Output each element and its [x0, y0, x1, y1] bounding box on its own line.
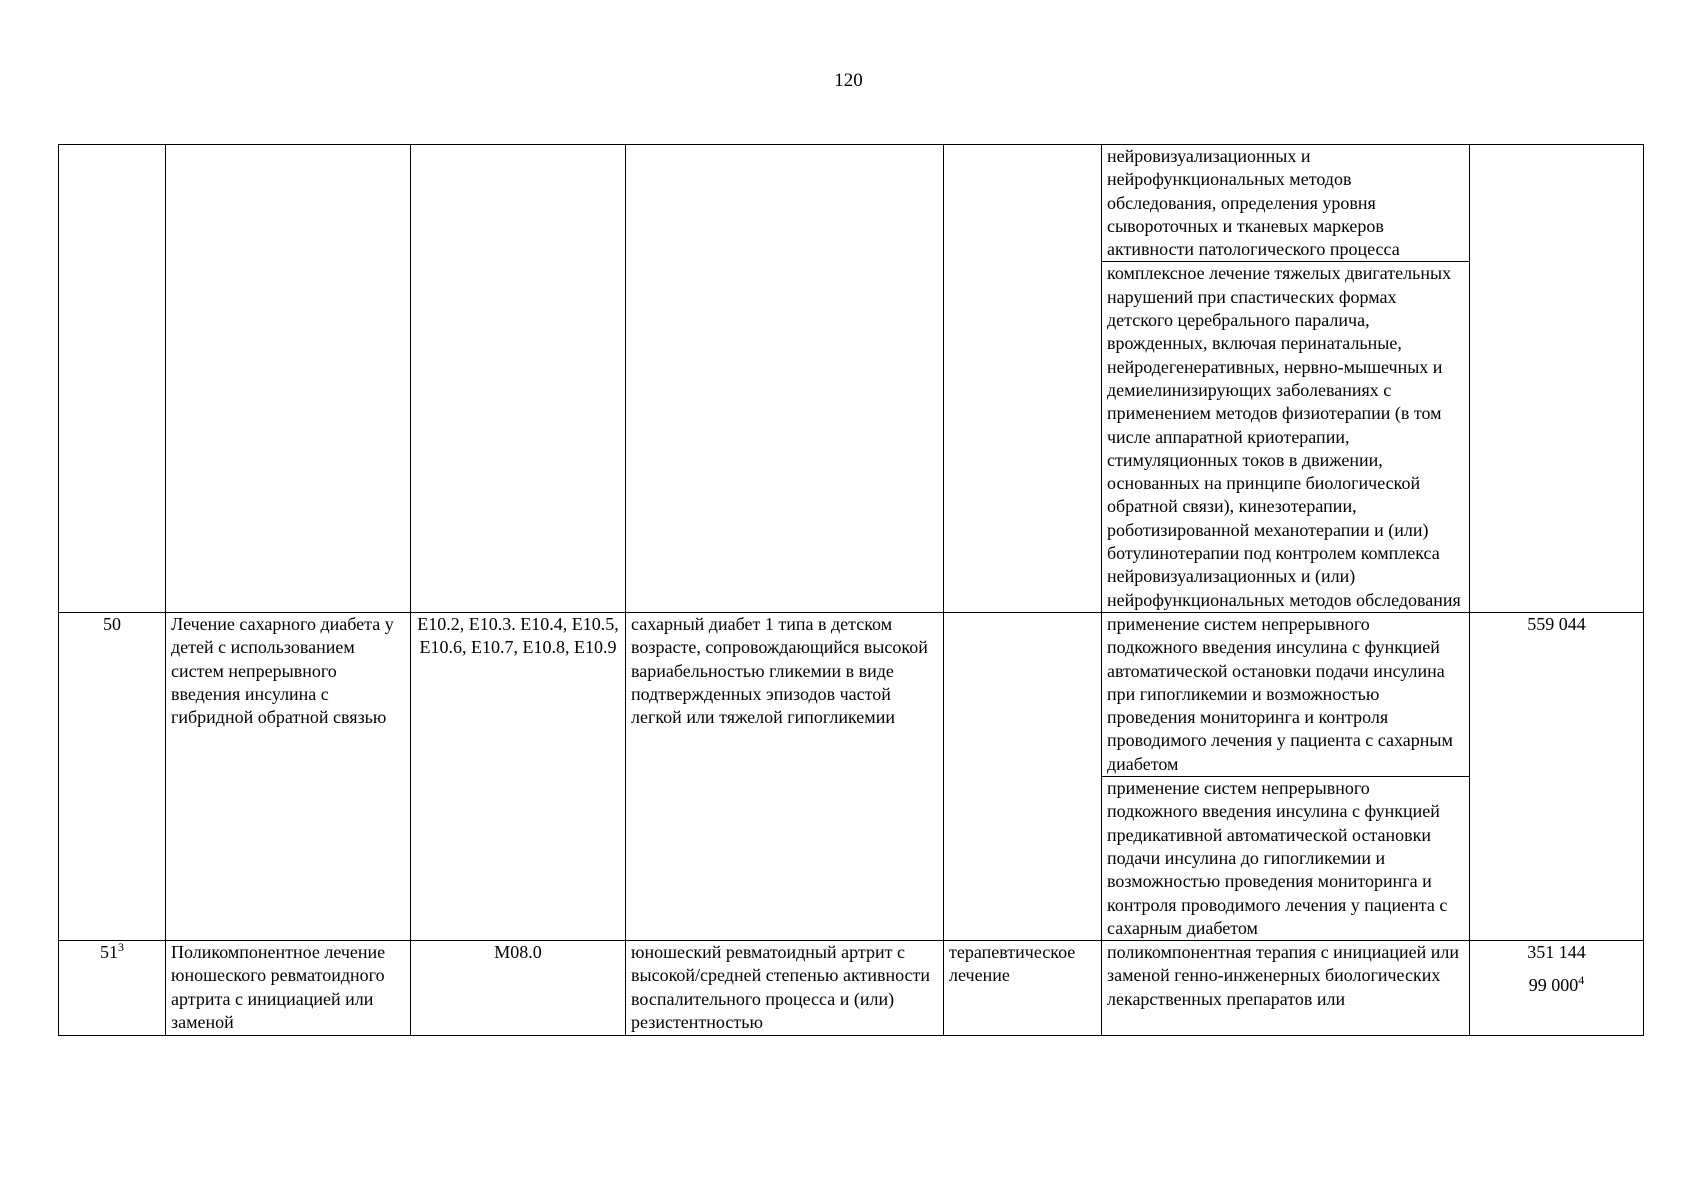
patient-model-cell	[626, 145, 944, 613]
icd-codes-cell: E10.2, E10.3. E10.4, E10.5, E10.6, E10.7, E10.8, E10.9	[411, 612, 626, 940]
table-row	[59, 612, 1644, 776]
cost-cell	[1470, 941, 1644, 1036]
treatment-name-cell: Поликомпонентное лечение юношеского ревматоидного артрита с инициацией или заменой	[166, 941, 411, 1036]
treatment-method-cell: применение систем непрерывного подкожного введения инсулина с функцией автоматической остановки подачи инсулина при гипогликемии и возможностью проведения мониторинга и контроля проводимого лечения у пациента с сахарным диабетом	[1102, 612, 1470, 776]
treatment-name-cell	[166, 145, 411, 613]
treatment-type-cell	[944, 612, 1102, 940]
row-number-cell: 50	[59, 612, 166, 940]
row-number-cell	[59, 145, 166, 613]
table-row	[59, 145, 1644, 262]
row-number: 51	[100, 942, 118, 963]
treatment-method-cell: комплексное лечение тяжелых двигательных нарушений при спастических формах детского церебрального паралича, врожденных, включая перинатальные, нейродегенеративных, нервно-мышечных и демиелинизирующих заболеваниях с применением методов физиотерапии (в том числе аппаратной криотерапии, стимуляционных токов в движении, основанных на принципе биологической обратной связи), кинезотерапии, роботизированной механотерапии и (или) ботулинотерапии под контролем комплекса нейровизуализационных и (или) нейрофункциональных методов обследования	[1102, 262, 1470, 612]
footnote-marker: 4	[1578, 973, 1585, 988]
treatment-name-cell: Лечение сахарного диабета у детей с использованием систем непрерывного введения инсулина с гибридной обратной связью	[166, 612, 411, 940]
footnote-marker: 3	[118, 940, 124, 955]
treatment-type-cell	[944, 145, 1102, 613]
icd-codes-cell	[411, 145, 626, 613]
cost-value: 351 144	[1527, 942, 1586, 963]
treatment-method-cell: поликомпонентная терапия с инициацией или заменой генно-инженерных биологических лекарственных препаратов или	[1102, 941, 1470, 1036]
treatment-method-cell: применение систем непрерывного подкожного введения инсулина с функцией предикативной автоматической остановки подачи инсулина до гипогликемии и возможностью проведения мониторинга и контроля проводимого лечения у пациента с сахарным диабетом	[1102, 777, 1470, 941]
cost-cell	[1470, 145, 1644, 613]
icd-codes-cell: M08.0	[411, 941, 626, 1036]
medical-care-table	[58, 144, 1644, 1036]
cost-value-2: 99 000	[1528, 975, 1579, 996]
treatment-method-cell: нейровизуализационных и нейрофункциональных методов обследования, определения уровня сывороточных и тканевых маркеров активности патологического процесса	[1102, 145, 1470, 262]
cost-value-secondary	[1475, 974, 1638, 997]
treatment-type-cell: терапевтическое лечение	[944, 941, 1102, 1036]
cost-cell: 559 044	[1470, 612, 1644, 940]
row-number-cell	[59, 941, 166, 1036]
patient-model-cell: юношеский ревматоидный артрит с высокой/средней степенью активности воспалительного процесса и (или) резистентностью	[626, 941, 944, 1036]
patient-model-cell: сахарный диабет 1 типа в детском возрасте, сопровождающийся высокой вариабельностью гликемии в виде подтвержденных эпизодов частой легкой или тяжелой гипогликемии	[626, 612, 944, 940]
table-row	[59, 941, 1644, 1036]
page-number: 120	[834, 70, 863, 91]
